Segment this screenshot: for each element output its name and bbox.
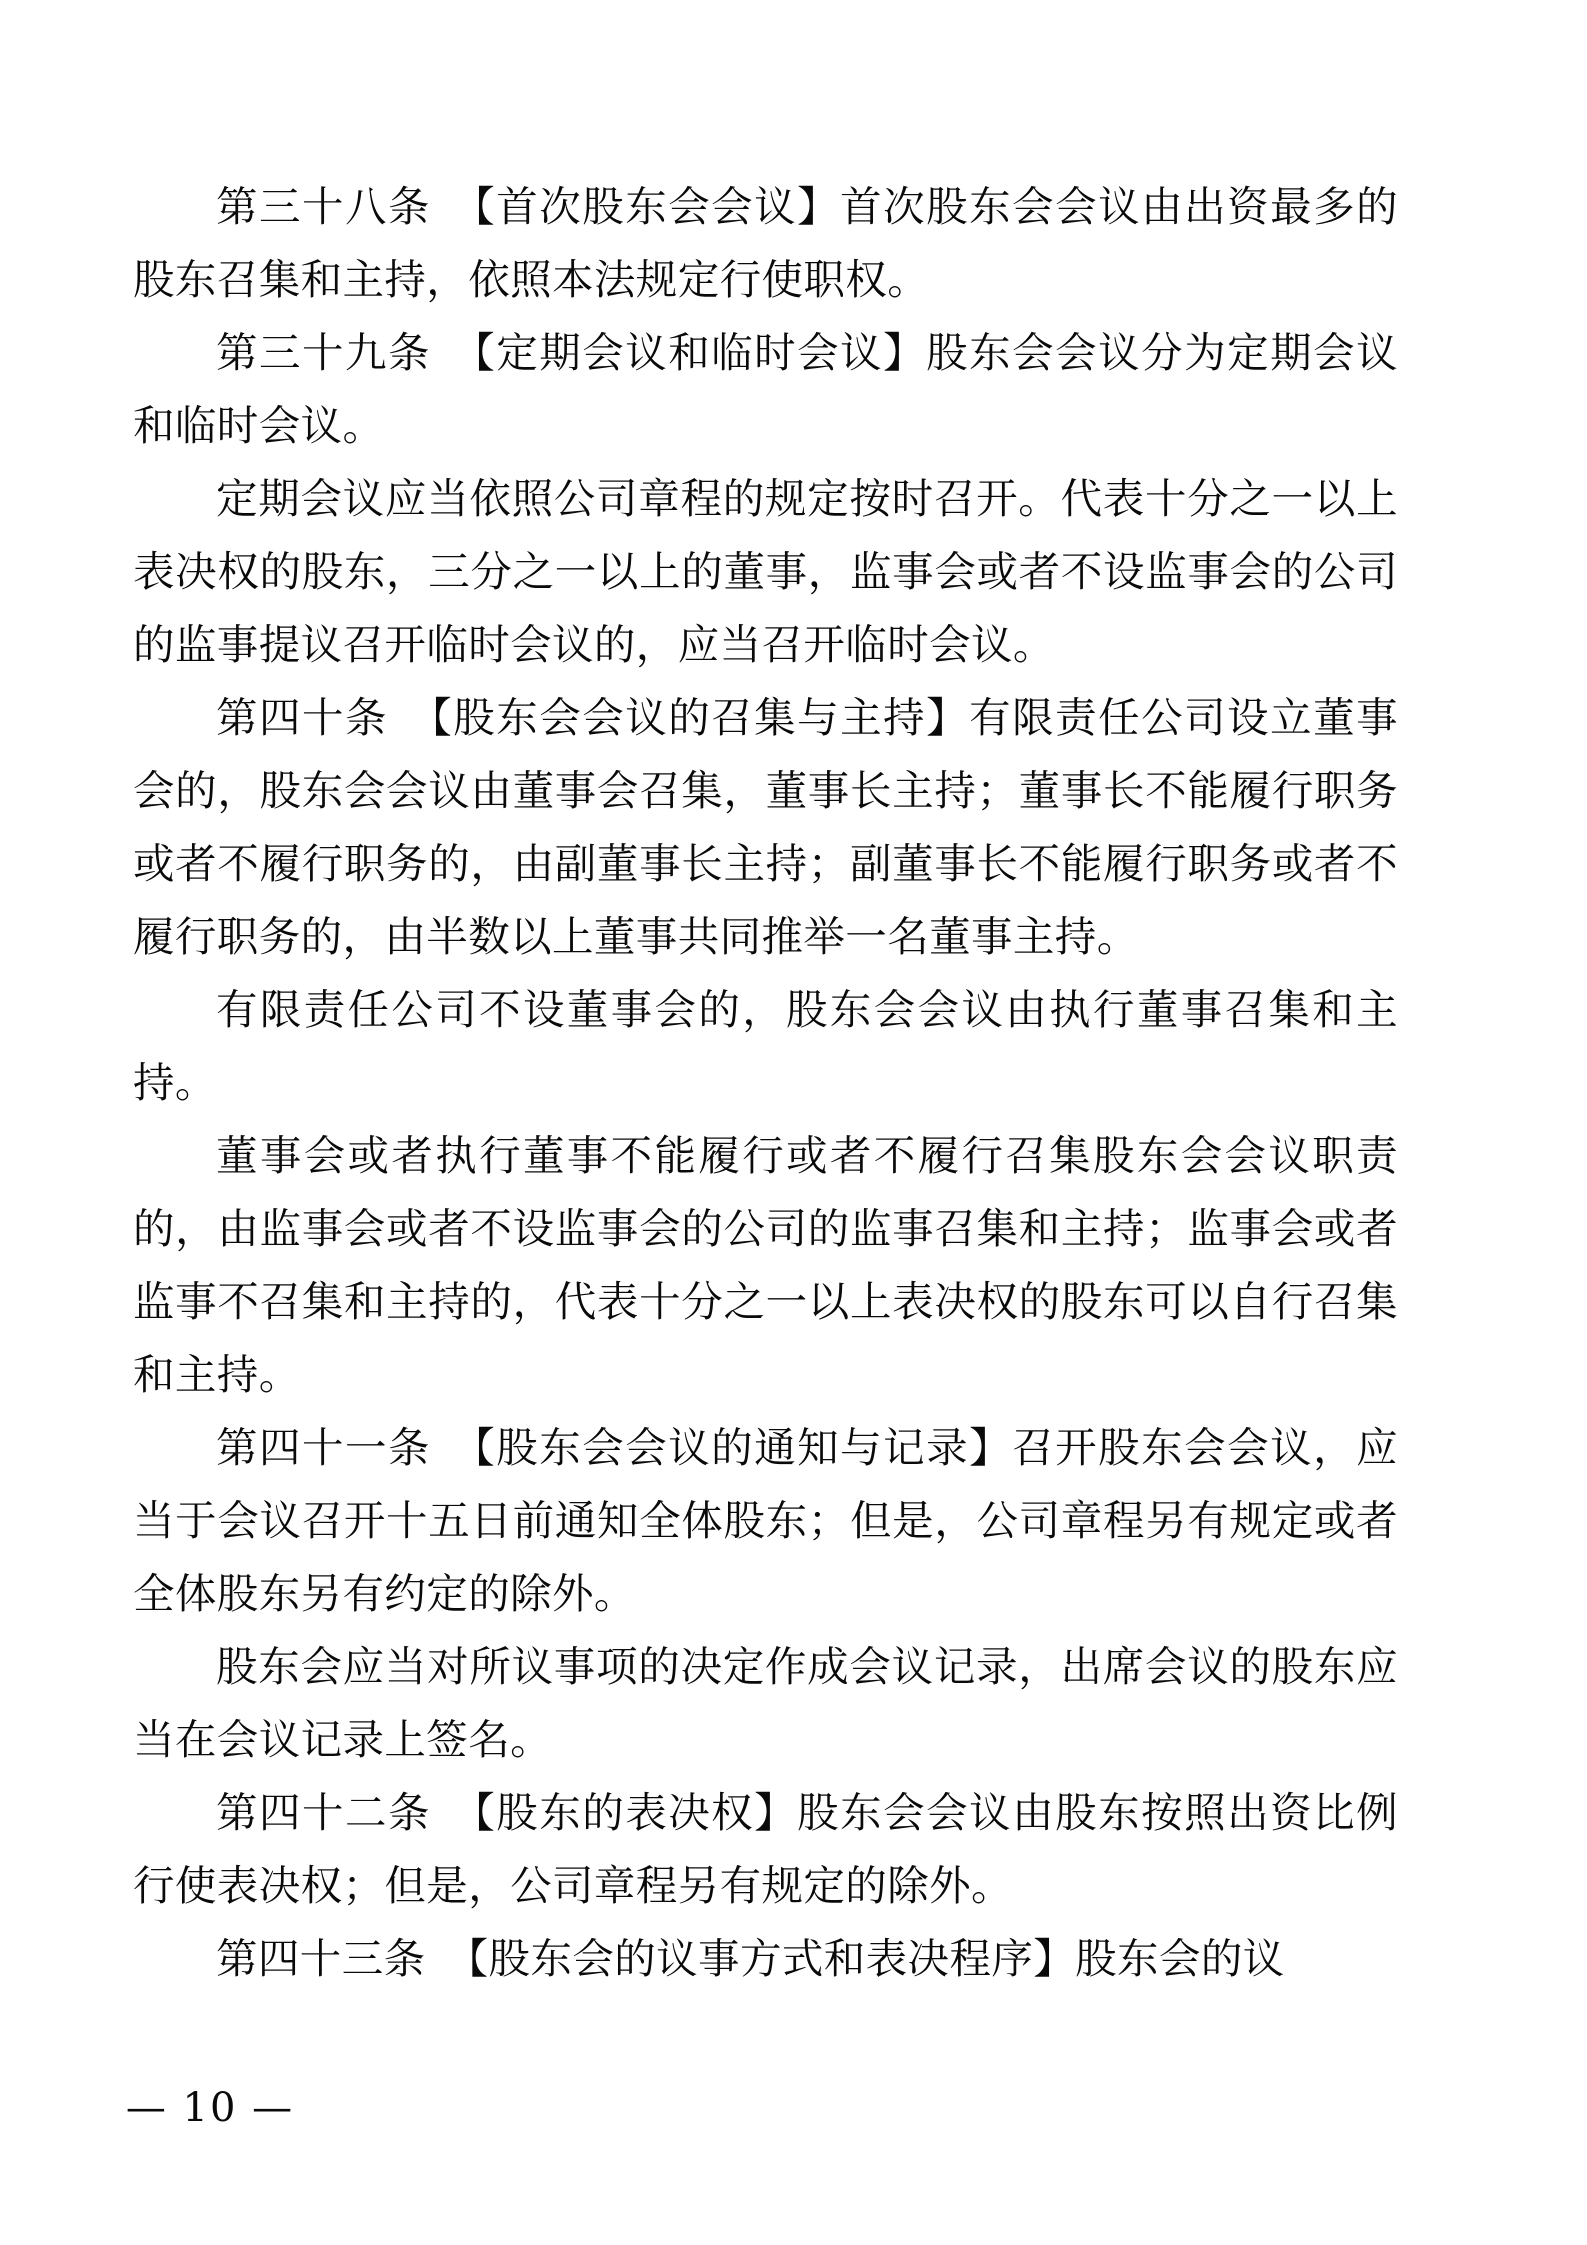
paragraph: 股东会应当对所议事项的决定作成会议记录，出席会议的股东应当在会议记录上签名。 [133, 1642, 1398, 1764]
paragraph: 第四十一条 【股东会会议的通知与记录】召开股东会会议，应当于会议召开十五日前通知全体股东；但是，公司章程另有规定或者全体股东另有约定的除外。 [133, 1423, 1398, 1618]
paragraph: 有限责任公司不设董事会的，股东会会议由执行董事召集和主持。 [133, 985, 1398, 1107]
paragraph: 定期会议应当依照公司章程的规定按时召开。代表十分之一以上表决权的股东，三分之一以上的董事，监事会或者不设监事会的公司的监事提议召开临时会议的，应当召开临时会议。 [133, 474, 1398, 669]
paragraph: 第四十三条 【股东会的议事方式和表决程序】股东会的议 [216, 1934, 1285, 1983]
paragraph: 第三十九条 【定期会议和临时会议】股东会会议分为定期会议和临时会议。 [133, 328, 1398, 450]
document-body [133, 170, 1398, 1995]
page-number: — 10 — [125, 2085, 295, 2131]
paragraph: 董事会或者执行董事不能履行或者不履行召集股东会会议职责的，由监事会或者不设监事会的公司的监事召集和主持；监事会或者监事不召集和主持的，代表十分之一以上表决权的股东可以自行召集和主持。 [133, 1131, 1398, 1399]
paragraph: 第四十二条 【股东的表决权】股东会会议由股东按照出资比例行使表决权；但是，公司章程另有规定的除外。 [133, 1788, 1398, 1910]
paragraph: 第三十八条 【首次股东会会议】首次股东会会议由出资最多的股东召集和主持，依照本法规定行使职权。 [133, 182, 1398, 304]
paragraph: 第四十条 【股东会会议的召集与主持】有限责任公司设立董事会的，股东会会议由董事会召集，董事长主持；董事长不能履行职务或者不履行职务的，由副董事长主持；副董事长不能履行职务或者不履行职务的，由半数以上董事共同推举一名董事主持。 [133, 693, 1398, 961]
